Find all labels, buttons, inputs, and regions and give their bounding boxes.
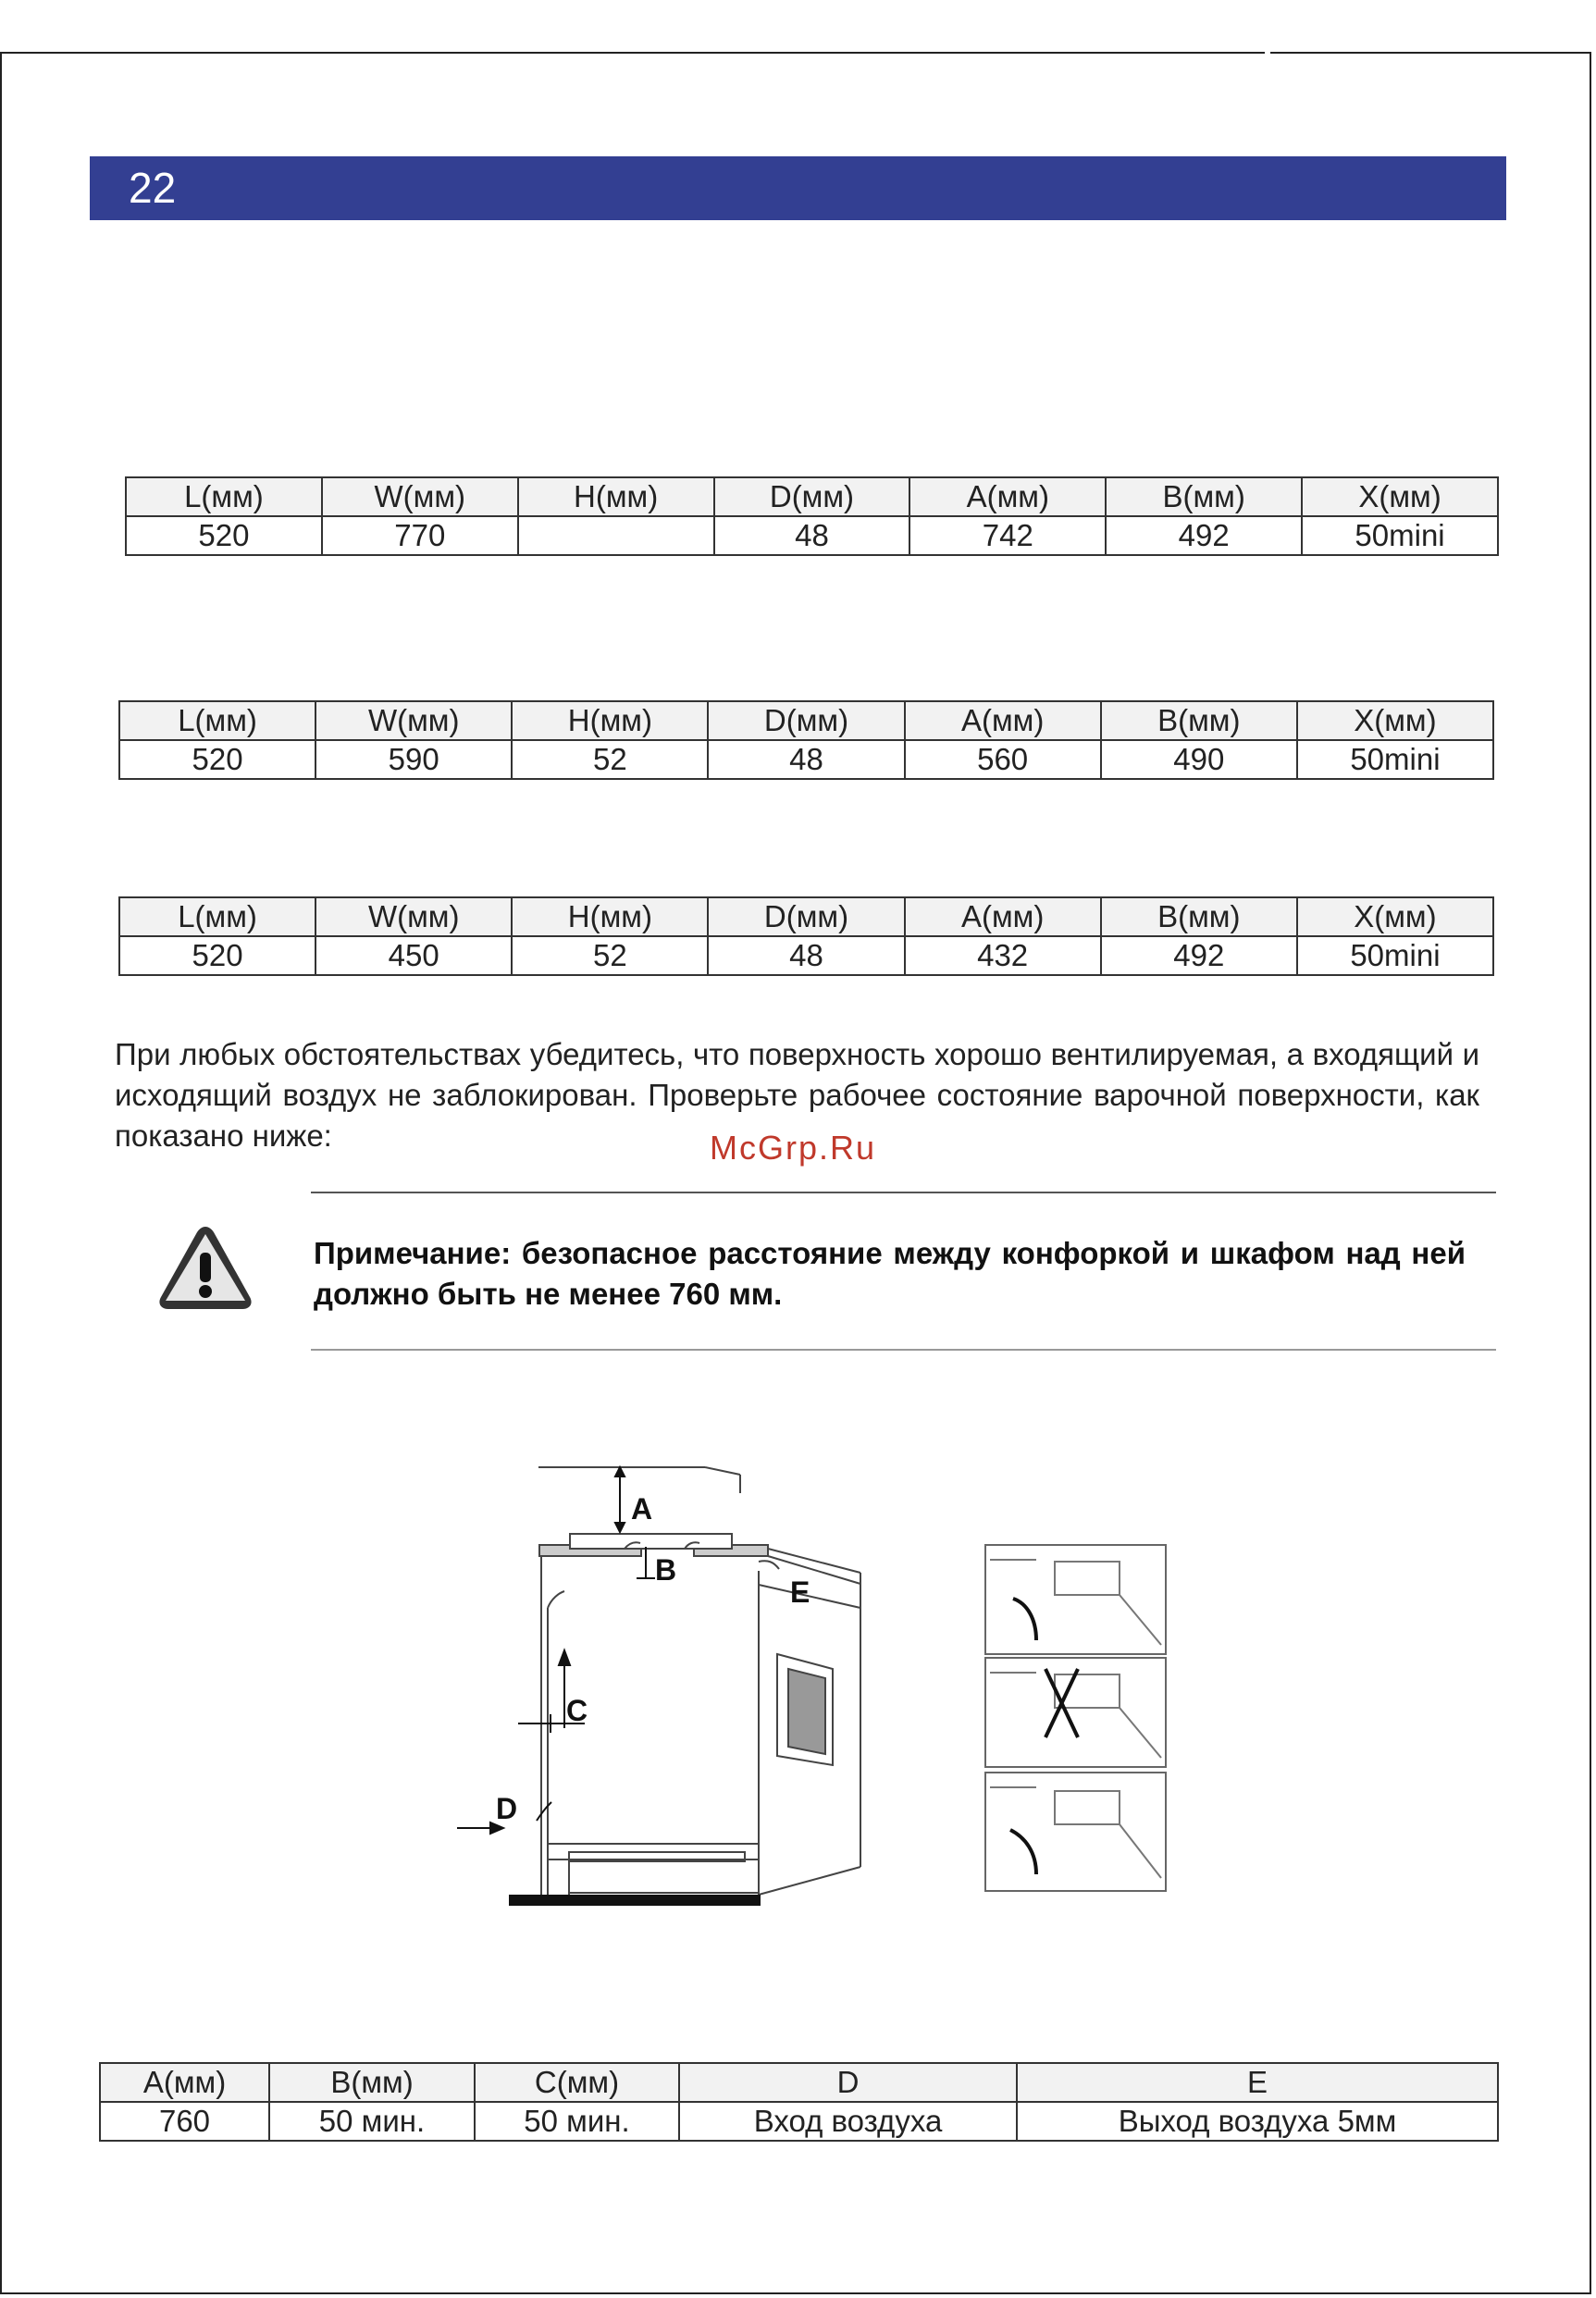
table-row xyxy=(119,936,1493,975)
label-b: B xyxy=(655,1553,677,1587)
header-cell: W(мм) xyxy=(322,477,518,516)
dimensions-table-1 xyxy=(125,476,1499,556)
header-cell: D(мм) xyxy=(708,701,904,740)
table-row xyxy=(126,516,1498,555)
header-cell: H(мм) xyxy=(512,897,708,936)
value-cell: 50 мин. xyxy=(269,2102,475,2141)
watermark: McGrp.Ru xyxy=(710,1129,877,1167)
value-cell: 520 xyxy=(119,740,315,779)
header-cell: B(мм) xyxy=(1106,477,1302,516)
table-row xyxy=(119,740,1493,779)
header-cell: H(мм) xyxy=(512,701,708,740)
header-cell: C(мм) xyxy=(475,2063,679,2102)
dimensions-table-3 xyxy=(118,896,1494,976)
page-number: 22 xyxy=(129,164,177,212)
value-cell: 520 xyxy=(119,936,315,975)
floor-line xyxy=(509,1895,761,1906)
label-e: E xyxy=(790,1575,810,1609)
label-c: C xyxy=(566,1694,588,1727)
page-frame xyxy=(0,52,1591,2294)
value-cell: 492 xyxy=(1106,516,1302,555)
installation-diagram xyxy=(444,1460,1184,1922)
table-header-row xyxy=(100,2063,1498,2102)
header-cell: A(мм) xyxy=(909,477,1106,516)
label-a: A xyxy=(631,1492,653,1526)
value-cell: 432 xyxy=(905,936,1101,975)
value-cell: 450 xyxy=(315,936,512,975)
header-cell: W(мм) xyxy=(315,897,512,936)
value-cell: 50mini xyxy=(1297,936,1493,975)
value-cell: 492 xyxy=(1101,936,1297,975)
header-cell: L(мм) xyxy=(119,701,315,740)
label-d: D xyxy=(496,1792,518,1825)
value-cell: 520 xyxy=(126,516,322,555)
ventilation-paragraph: При любых обстоятельствах убедитесь, что поверхность хорошо вентилируемая, а входящий и исходящий воздух не заблокирован. Проверьте рабочее состояние варочной поверхности, как показано ниже: xyxy=(115,1037,1479,1153)
dimensions-table-2 xyxy=(118,700,1494,780)
value-cell: 590 xyxy=(315,740,512,779)
divider-bottom xyxy=(311,1349,1496,1351)
value-cell: 48 xyxy=(708,936,904,975)
header-cell: A(мм) xyxy=(905,701,1101,740)
value-cell: 50mini xyxy=(1302,516,1498,555)
header-cell: H(мм) xyxy=(518,477,714,516)
header-cell: B(мм) xyxy=(269,2063,475,2102)
value-cell: 560 xyxy=(905,740,1101,779)
value-cell: Вход воздуха xyxy=(679,2102,1017,2141)
header-cell: E xyxy=(1017,2063,1498,2102)
header-cell: B(мм) xyxy=(1101,701,1297,740)
value-cell: 50 мин. xyxy=(475,2102,679,2141)
header-cell: A(мм) xyxy=(905,897,1101,936)
header-cell: X(мм) xyxy=(1297,897,1493,936)
value-cell: 48 xyxy=(714,516,910,555)
header-cell: B(мм) xyxy=(1101,897,1297,936)
table-header-row xyxy=(126,477,1498,516)
clearance-table xyxy=(99,2062,1499,2142)
header-cell: D(мм) xyxy=(708,897,904,936)
value-cell xyxy=(518,516,714,555)
value-cell: 52 xyxy=(512,936,708,975)
cabinet-drawing xyxy=(538,1467,860,1895)
header-cell: X(мм) xyxy=(1297,701,1493,740)
frame-gap xyxy=(1265,46,1270,57)
table-header-row xyxy=(119,897,1493,936)
table-row xyxy=(100,2102,1498,2141)
value-cell: Выход воздуха 5мм xyxy=(1017,2102,1498,2141)
header-cell: W(мм) xyxy=(315,701,512,740)
header-cell: L(мм) xyxy=(119,897,315,936)
page-header xyxy=(90,156,1506,220)
detail-boxes xyxy=(985,1545,1166,1891)
value-cell: 770 xyxy=(322,516,518,555)
safety-note: Примечание: безопасное расстояние между конфоркой и шкафом над ней должно быть не менее 760 мм. xyxy=(314,1236,1466,1311)
header-cell: A(мм) xyxy=(100,2063,269,2102)
divider-top xyxy=(311,1192,1496,1193)
header-cell: D xyxy=(679,2063,1017,2102)
dimension-arrows xyxy=(457,1467,655,1834)
table-header-row xyxy=(119,701,1493,740)
value-cell: 52 xyxy=(512,740,708,779)
value-cell: 760 xyxy=(100,2102,269,2141)
header-cell: D(мм) xyxy=(714,477,910,516)
header-cell: X(мм) xyxy=(1302,477,1498,516)
warning-icon xyxy=(155,1221,255,1314)
value-cell: 50mini xyxy=(1297,740,1493,779)
value-cell: 742 xyxy=(909,516,1106,555)
value-cell: 490 xyxy=(1101,740,1297,779)
value-cell: 48 xyxy=(708,740,904,779)
header-cell: L(мм) xyxy=(126,477,322,516)
